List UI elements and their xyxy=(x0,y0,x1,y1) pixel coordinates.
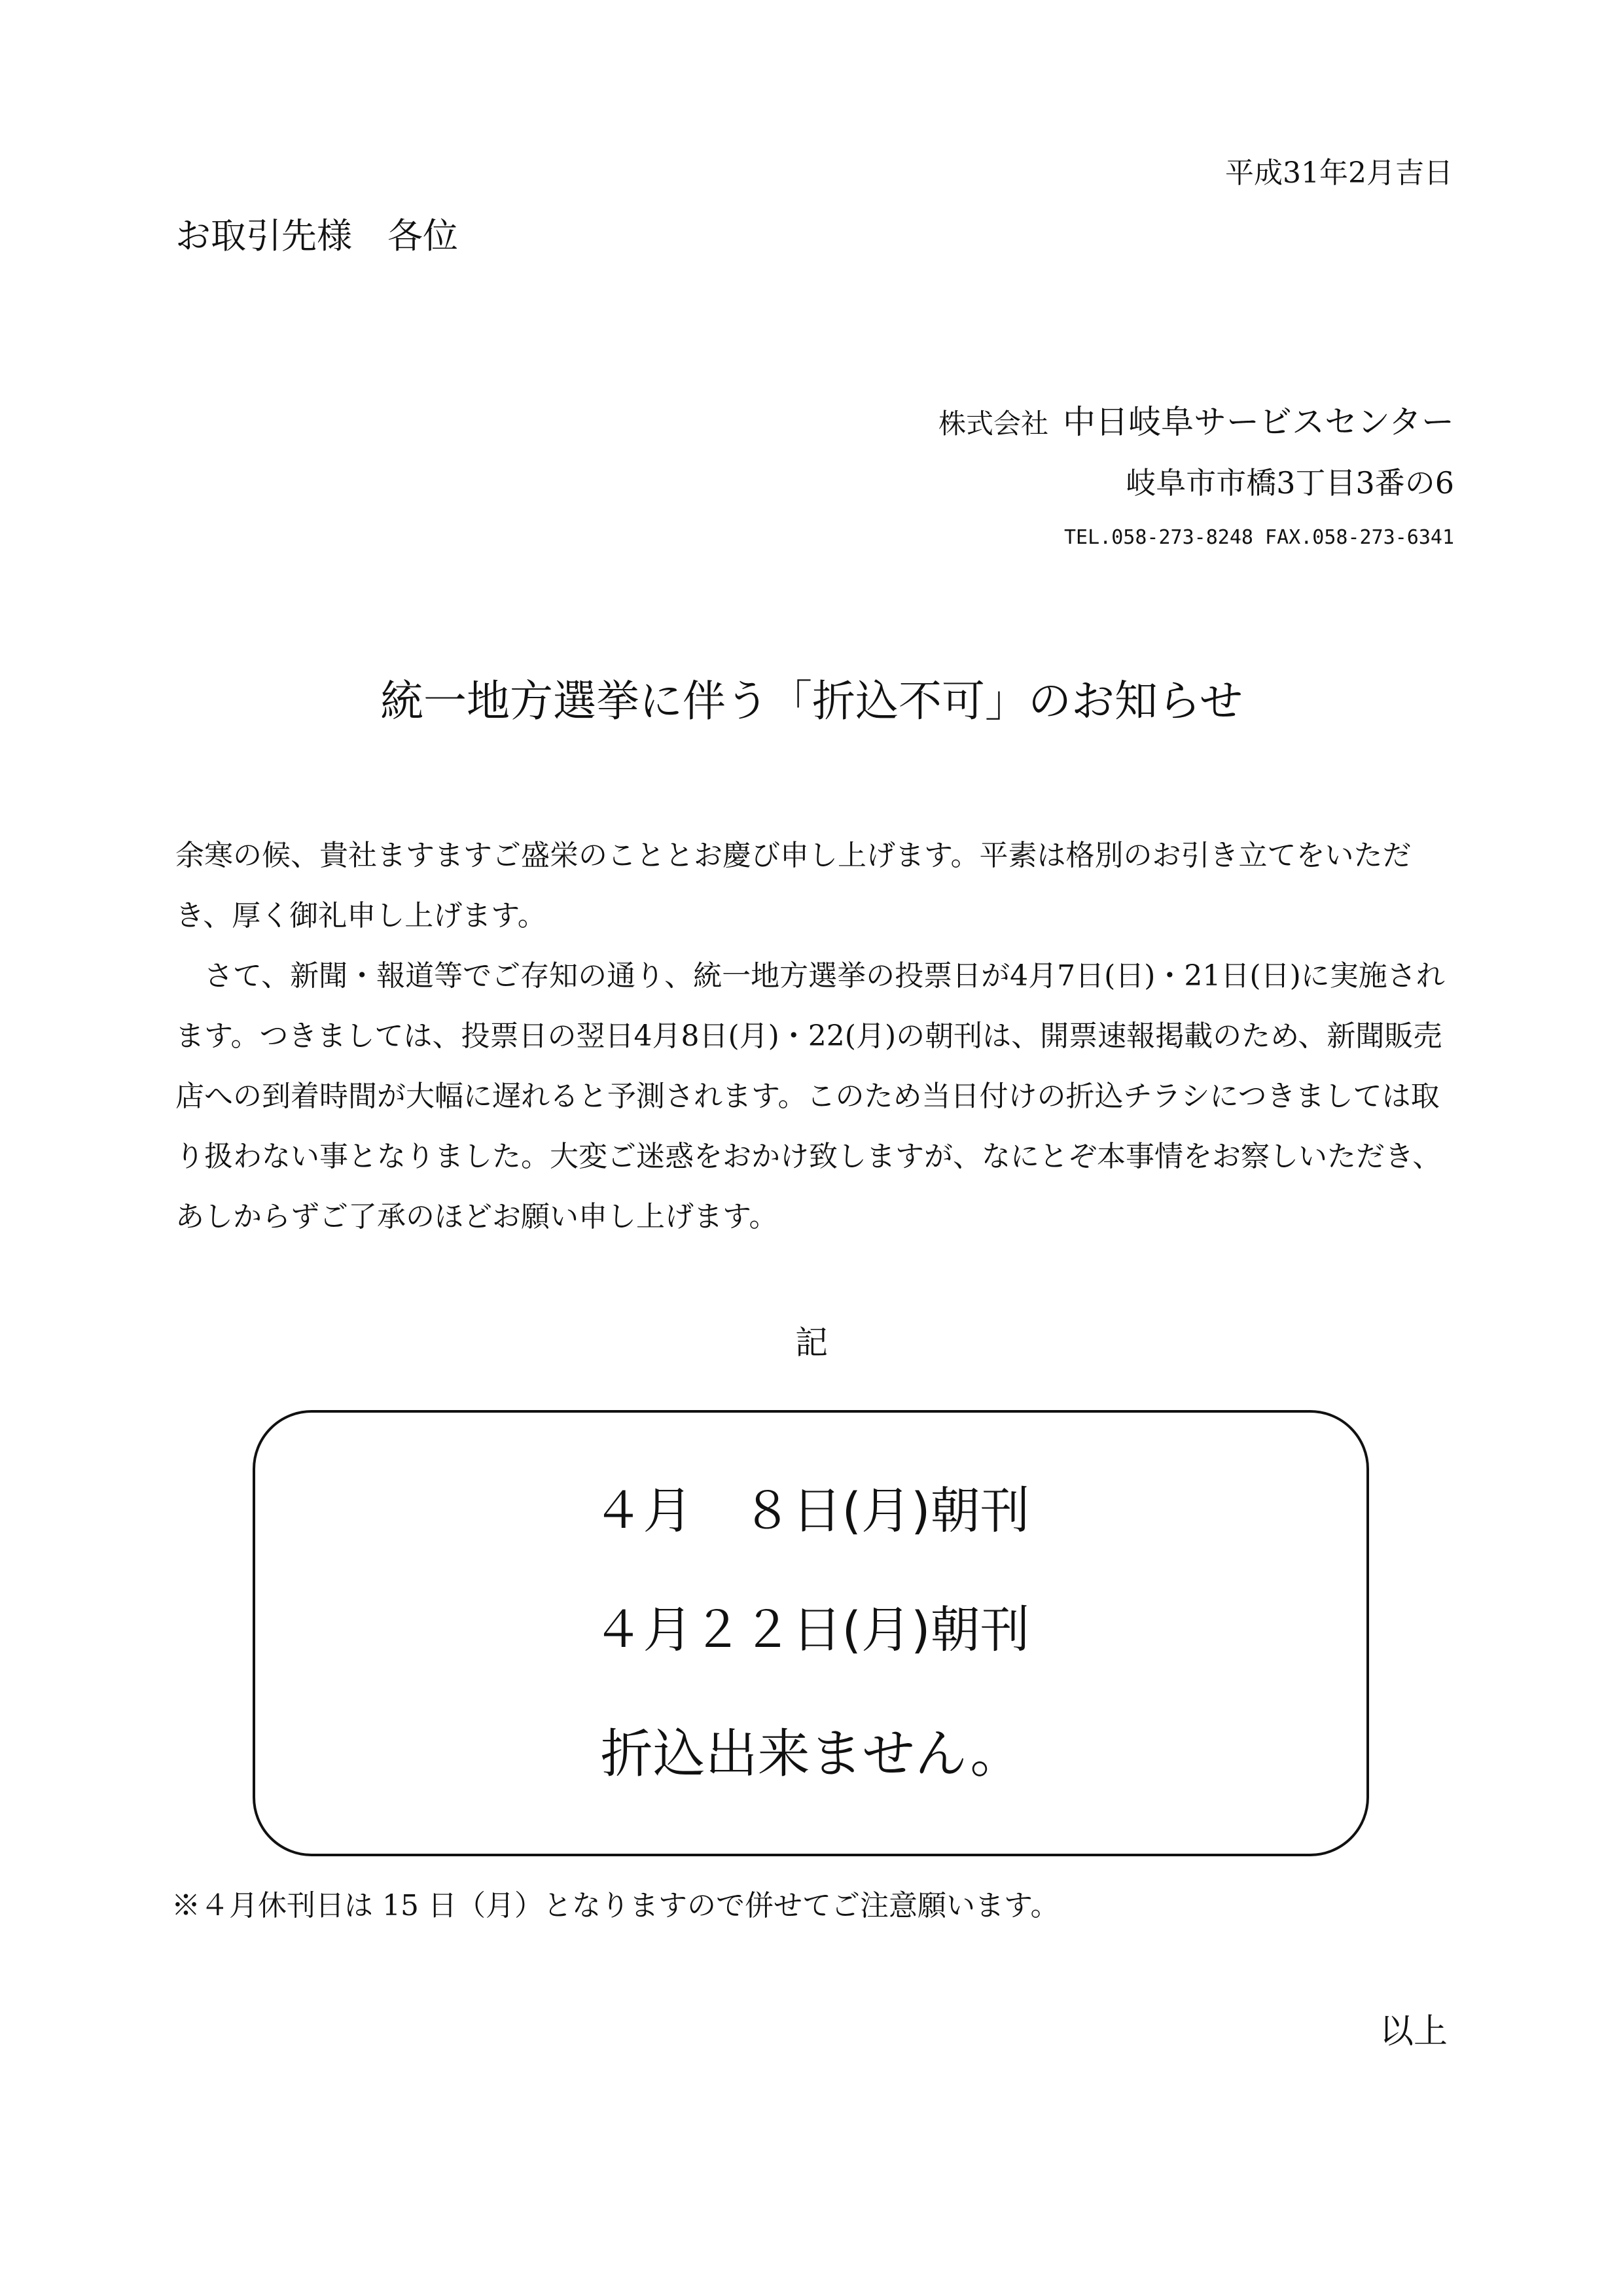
document-title: 統一地方選挙に伴う「折込不可」のお知らせ xyxy=(380,676,1243,726)
recipient-line: お取引先様 各位 xyxy=(175,215,458,256)
notice-line-april-22: ４月２２日(月)朝刊 xyxy=(593,1600,1030,1659)
closing-mark: 以上 xyxy=(1379,2012,1448,2051)
sender-address: 岐阜市市橋3丁目3番の6 xyxy=(1126,465,1454,501)
footnote: ※４月休刊日は 15 日（月）となりますので併せてご注意願います。 xyxy=(171,1889,1060,1922)
notice-line-no-insert: 折込出来ません。 xyxy=(600,1723,1023,1784)
body-paragraph-greeting: 余寒の候、貴社ますますご盛栄のこととお慶び申し上げます。平素は格別のお引き立てをいただき、厚く御礼申し上げます。 xyxy=(175,839,1412,932)
sender-company-prefix: 株式会社 xyxy=(938,408,1048,440)
notice-line-april-8: ４月 ８日(月)朝刊 xyxy=(593,1481,1030,1540)
body-text xyxy=(175,826,1452,1247)
ki-heading: 記 xyxy=(795,1324,828,1362)
sender-company xyxy=(938,396,1454,443)
sender-company-name: 中日岐阜サービスセンター xyxy=(1063,403,1454,441)
sender-phone-fax: TEL.058-273-8248 FAX.058-273-6341 xyxy=(1063,526,1454,549)
document-date: 平成31年2月吉日 xyxy=(1225,156,1453,190)
body-paragraph-main: さて、新聞・報道等でご存知の通り、統一地方選挙の投票日が4月7日(日)・21日(日)に実施されます。つきましては、投票日の翌日4月8日(月)・22(月)の朝刊は、開票速報掲載のため、新聞販売店への到着時間が大幅に遅れると予測されます。このため当日付けの折込チラシにつきましては取り扱わない事となりました。大変ご迷惑をおかけ致しますが、なにとぞ本事情をお察しいただき、あしからずご了承のほどお願い申し上げます。 xyxy=(175,959,1445,1233)
